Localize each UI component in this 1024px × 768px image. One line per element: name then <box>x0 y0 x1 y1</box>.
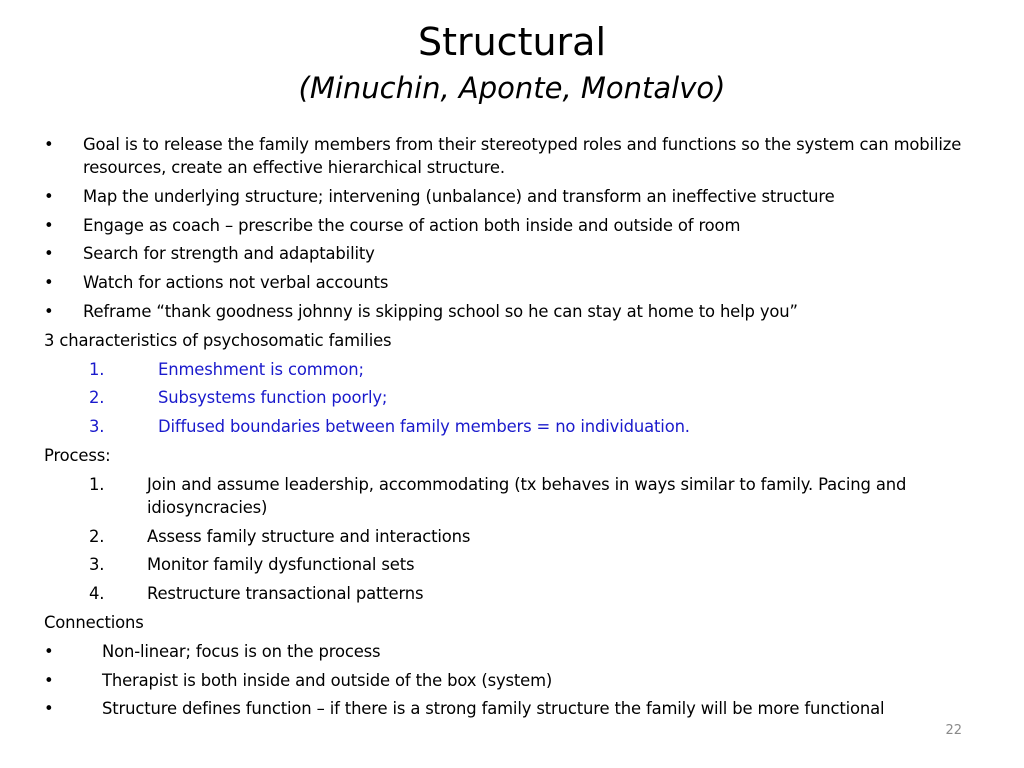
number-marker: 2. <box>89 388 105 408</box>
item-text: Join and assume leadership, accommodating (tx behaves in ways similar to family. Pacing and idiosyncracies) <box>147 474 907 517</box>
process-item <box>44 582 984 605</box>
bullet-text: Engage as coach – prescribe the course of action both inside and outside of room <box>83 215 741 235</box>
bullet-item <box>44 214 984 237</box>
bullet-marker: • <box>44 215 54 235</box>
bullet-marker: • <box>44 301 54 321</box>
bullet-marker: • <box>44 670 54 690</box>
process-item <box>44 473 984 519</box>
process-item <box>44 525 984 548</box>
connection-item <box>44 669 984 692</box>
connection-item <box>44 640 984 663</box>
page-number: 22 <box>945 723 962 738</box>
bullet-text: Goal is to release the family members from their stereotyped roles and functions so the system can mobilize resources, create an effective hierarchical structure. <box>83 135 962 177</box>
number-marker: 1. <box>89 359 105 379</box>
bullet-marker: • <box>44 244 54 264</box>
psychosomatic-heading <box>44 329 984 352</box>
bullet-marker: • <box>44 699 54 719</box>
bullet-item <box>44 133 984 179</box>
process-item <box>44 553 984 576</box>
bullet-text: Reframe “thank goodness johnny is skipping school so he can stay at home to help you” <box>83 301 798 321</box>
bullet-marker: • <box>44 186 54 206</box>
bullet-item <box>44 271 984 294</box>
section-heading: 3 characteristics of psychosomatic families <box>44 330 392 350</box>
bullet-text: Search for strength and adaptability <box>83 244 375 264</box>
process-heading <box>44 444 984 467</box>
item-text: Enmeshment is common; <box>158 359 364 379</box>
item-text: Subsystems function poorly; <box>158 388 388 408</box>
slide-title: Structural <box>417 20 607 64</box>
slide-subtitle: (Minuchin, Aponte, Montalvo) <box>298 71 726 105</box>
bullet-item <box>44 242 984 265</box>
bullet-item <box>44 185 984 208</box>
connections-heading <box>44 611 984 634</box>
section-heading: Connections <box>44 612 144 632</box>
item-text: Non-linear; focus is on the process <box>102 641 381 661</box>
bullet-marker: • <box>44 641 54 661</box>
number-marker: 4. <box>89 584 105 604</box>
bullet-marker: • <box>44 273 54 293</box>
bullet-item <box>44 300 984 323</box>
number-marker: 2. <box>89 526 105 546</box>
bullet-marker: • <box>44 135 54 154</box>
item-text: Assess family structure and interactions <box>147 526 471 546</box>
item-text: Monitor family dysfunctional sets <box>147 555 415 575</box>
number-marker: 3. <box>89 555 105 575</box>
item-text: Restructure transactional patterns <box>147 584 424 604</box>
psychosomatic-item <box>44 358 984 381</box>
item-text: Diffused boundaries between family members = no individuation. <box>158 417 690 437</box>
connection-item <box>44 697 984 720</box>
bullet-text: Map the underlying structure; intervening (unbalance) and transform an ineffective structure <box>83 186 835 206</box>
bullet-text: Watch for actions not verbal accounts <box>83 273 389 293</box>
slide-body <box>44 133 984 726</box>
number-marker: 1. <box>89 474 105 494</box>
number-marker: 3. <box>89 417 105 437</box>
psychosomatic-item <box>44 386 984 409</box>
item-text: Structure defines function – if there is a strong family structure the family will be more functional <box>102 699 885 719</box>
section-heading: Process: <box>44 445 111 465</box>
psychosomatic-item <box>44 415 984 438</box>
item-text: Therapist is both inside and outside of the box (system) <box>102 670 553 690</box>
